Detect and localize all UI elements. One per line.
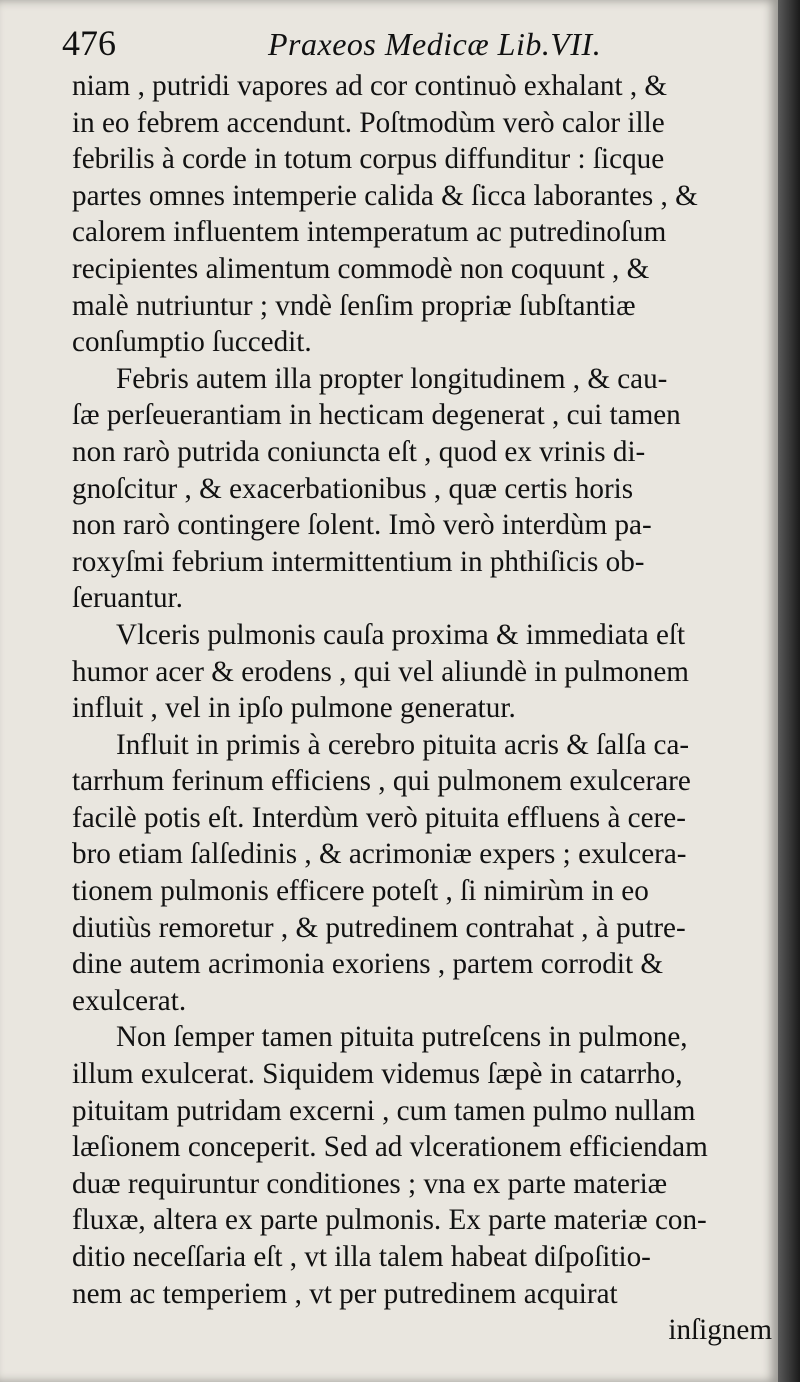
text-line: facilè potis eſt. Interdùm verò pituita effluens à cere- [72,801,686,834]
text-line: læſionem conceperit. Sed ad vlcerationem efficiendam [72,1131,708,1164]
catchword-line: inſignem [668,1314,772,1347]
text-line: in eo febrem accendunt. Poſtmodùm verò calor ille [72,106,665,139]
text-line: nem ac temperiem , vt per putredinem acquirat [72,1277,618,1310]
text-line: malè nutriuntur ; vndè ſenſim propriæ ſubſtantiæ [72,289,636,322]
text-line: roxyſmi febrium intermittentium in phthiſicis ob- [72,545,645,578]
text-line: illum exulcerat. Siquidem videmus ſæpè in catarrho, [72,1058,683,1091]
page-edge-shadow [778,0,800,1382]
paragraph-start-line: Non ſemper tamen pituita putreſcens in pulmone, [116,1021,688,1054]
text-line: pituitam putridam excerni , cum tamen pulmo nullam [72,1094,696,1127]
text-line: recipientes alimentum commodè non coquunt , & [72,252,650,285]
text-line: gnoſcitur , & exacerbationibus , quæ certis horis [72,472,634,505]
text-line: calorem influentem intemperatum ac putredinoſum [72,216,667,249]
text-line: partes omnes intemperie calida & ſicca laborantes , & [72,179,698,212]
text-line: humor acer & erodens , qui vel aliundè in pulmonem [72,655,689,688]
text-line: non rarò contingere ſolent. Imò verò interdùm pa- [72,509,652,542]
text-line: bro etiam ſalſedinis , & acrimoniæ expers ; exulcera- [72,838,687,871]
text-line: exulcerat. [72,984,187,1017]
text-line: conſumptio ſuccedit. [72,326,312,359]
paragraph-start-line: Febris autem illa propter longitudinem , & cau- [116,362,668,395]
text-line: tarrhum ferinum efficiens , qui pulmonem exulcerare [72,765,691,798]
text-line: ſeruantur. [72,582,183,615]
text-line: diutiùs remoretur , & putredinem contrahat , à putre- [72,911,686,944]
page-number: 476 [62,23,116,63]
text-line: ditio neceſſaria eſt , vt illa talem habeat diſpoſitio- [72,1241,651,1273]
text-line: duæ requiruntur conditiones ; vna ex parte materiæ [72,1167,668,1200]
text-line: influit , vel in ipſo pulmone generatur. [72,692,516,725]
text-line: febrilis à corde in totum corpus diffunditur : ſicque [72,143,665,176]
text-line: non rarò putrida coniuncta eſt , quod ex vrinis di- [72,435,646,468]
body-text [72,68,792,1349]
text-line: tionem pulmonis efficere poteſt , ſi nimirùm in eo [72,875,649,908]
running-title: Praxeos Medicæ Lib.VII. [268,26,602,62]
text-line: dine autem acrimonia exoriens , partem corrodit & [72,948,664,981]
text-line: niam , putridi vapores ad cor continuò exhalant , & [72,70,668,102]
text-line: ſæ perſeuerantiam in hecticam degenerat , cui tamen [72,399,681,432]
paragraph-start-line: Vlceris pulmonis cauſa proxima & immediata eſt [116,618,686,651]
page-header [62,22,762,66]
text-line: fluxæ, altera ex parte pulmonis. Ex parte materiæ con- [72,1204,707,1237]
paragraph-start-line: Influit in primis à cerebro pituita acris & ſalſa ca- [116,728,690,761]
